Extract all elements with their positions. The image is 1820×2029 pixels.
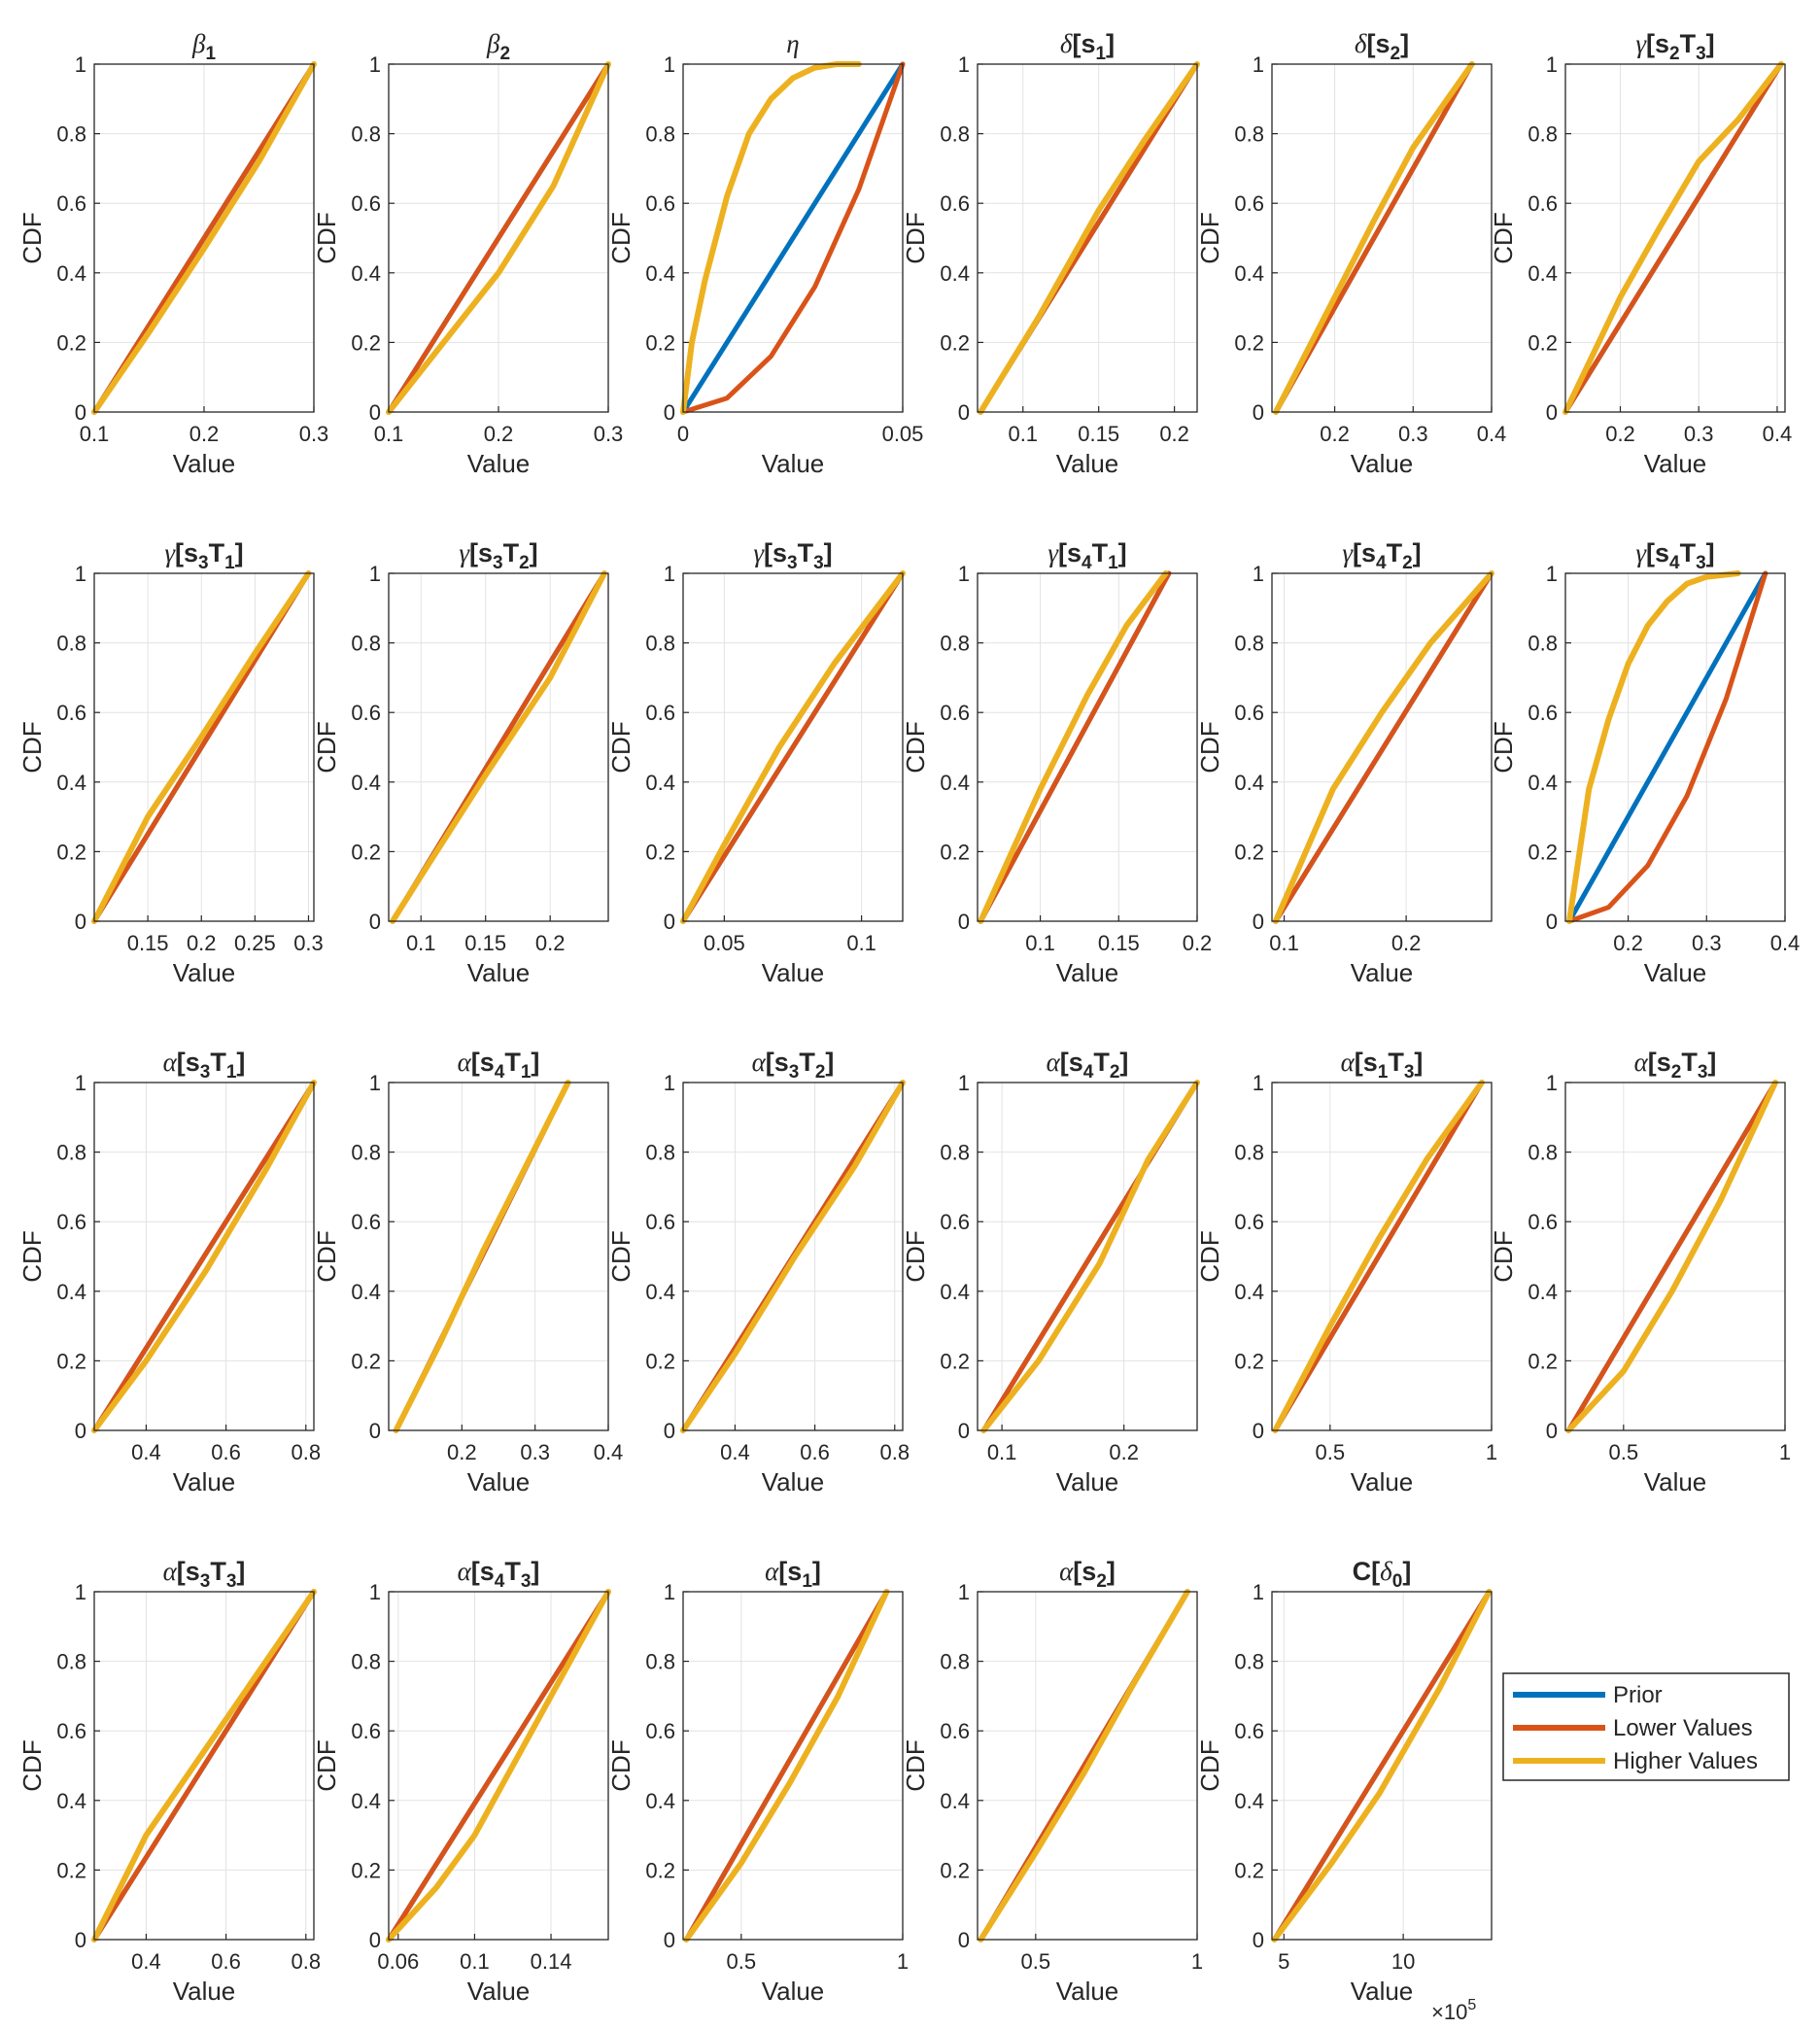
y-tick-label: 0 bbox=[957, 910, 970, 934]
y-axis-label: CDF bbox=[17, 212, 47, 264]
x-tick-label: 0.2 bbox=[189, 422, 220, 446]
subplot-12 bbox=[1489, 538, 1800, 987]
y-tick-label: 0 bbox=[74, 1419, 86, 1443]
y-axis-label: CDF bbox=[312, 721, 341, 774]
y-tick-label: 0 bbox=[1252, 400, 1264, 425]
y-tick-label: 0 bbox=[368, 1419, 381, 1443]
y-axis-label: CDF bbox=[17, 721, 47, 774]
y-tick-label: 1 bbox=[663, 562, 675, 586]
subplot-title: $\gamma[s_3T_2]$ bbox=[459, 538, 538, 573]
y-tick-label: 0.2 bbox=[56, 1349, 86, 1374]
y-tick-label: 0.4 bbox=[645, 770, 675, 795]
y-tick-label: 0 bbox=[663, 1419, 675, 1443]
y-tick-label: 0.4 bbox=[351, 1788, 381, 1813]
x-tick-label: 0.8 bbox=[291, 1440, 322, 1464]
y-tick-label: 0 bbox=[957, 1419, 970, 1443]
y-tick-label: 0.2 bbox=[351, 330, 381, 356]
subplot-title: $C[\delta_0]$ bbox=[1352, 1557, 1412, 1592]
y-tick-label: 1 bbox=[1252, 52, 1264, 77]
y-tick-label: 0.2 bbox=[940, 1349, 970, 1374]
subplot-title: $\alpha[s_3T_3]$ bbox=[162, 1557, 246, 1592]
y-axis-label: CDF bbox=[606, 1739, 635, 1792]
x-tick-label: 0.2 bbox=[1182, 931, 1213, 955]
y-tick-label: 0.6 bbox=[56, 701, 86, 726]
y-tick-label: 0.4 bbox=[351, 770, 381, 795]
y-axis-label: CDF bbox=[312, 1739, 341, 1792]
y-tick-label: 0 bbox=[957, 400, 970, 425]
x-tick-label: 0.4 bbox=[131, 1440, 161, 1464]
subplot-23 bbox=[1195, 1557, 1492, 2006]
y-tick-label: 0.2 bbox=[645, 840, 675, 865]
y-tick-label: 1 bbox=[663, 1580, 675, 1604]
x-axis-exponent-label bbox=[1431, 1997, 1476, 2024]
subplot-title: $\delta[s_1]$ bbox=[1059, 29, 1116, 64]
y-tick-label: 0.4 bbox=[940, 260, 970, 286]
x-tick-label: 0.1 bbox=[1025, 931, 1055, 955]
y-tick-label: 0 bbox=[1252, 1419, 1264, 1443]
x-tick-label: 0.5 bbox=[1608, 1440, 1639, 1464]
subplot-title: $\gamma[s_2T_3]$ bbox=[1635, 29, 1715, 64]
x-tick-label: 0.1 bbox=[373, 422, 404, 446]
y-axis-label: CDF bbox=[606, 1230, 635, 1283]
x-tick-label: 0.3 bbox=[1397, 422, 1428, 446]
y-tick-label: 0.6 bbox=[940, 191, 970, 217]
x-tick-label: 0.5 bbox=[1020, 1949, 1051, 1974]
x-tick-label: 0.1 bbox=[460, 1949, 490, 1974]
y-tick-label: 0.4 bbox=[56, 770, 86, 795]
y-tick-label: 0 bbox=[74, 910, 86, 934]
x-tick-label: 0.15 bbox=[126, 931, 169, 955]
y-axis-label: CDF bbox=[17, 1739, 47, 1792]
subplot-21 bbox=[606, 1557, 909, 2006]
x-tick-label: 0.6 bbox=[211, 1949, 241, 1974]
x-tick-label: 0.4 bbox=[593, 1440, 624, 1464]
x-tick-label: 0.1 bbox=[405, 931, 436, 955]
y-tick-label: 0.8 bbox=[940, 121, 970, 147]
x-axis-label: Value bbox=[1055, 1977, 1119, 2006]
x-tick-label: 0.4 bbox=[1769, 931, 1801, 955]
x-tick-label: 0.6 bbox=[800, 1440, 830, 1464]
y-tick-label: 0.2 bbox=[1234, 1858, 1264, 1883]
x-tick-label: 0.2 bbox=[447, 1440, 477, 1464]
x-tick-label: 0.05 bbox=[881, 422, 924, 446]
y-tick-label: 0.8 bbox=[351, 1140, 381, 1165]
x-axis-label: Value bbox=[761, 1977, 825, 2006]
y-tick-label: 0.8 bbox=[645, 1140, 675, 1165]
y-tick-label: 1 bbox=[1252, 1580, 1264, 1604]
y-tick-label: 0.2 bbox=[1234, 840, 1264, 865]
y-tick-label: 0.2 bbox=[1234, 330, 1264, 356]
x-tick-label: 0.2 bbox=[186, 931, 217, 955]
y-tick-label: 0.2 bbox=[56, 1858, 86, 1883]
x-axis-label: Value bbox=[466, 958, 531, 987]
subplot-title: $\alpha[s_1]$ bbox=[765, 1557, 821, 1592]
y-axis-label: CDF bbox=[1489, 212, 1518, 264]
y-tick-label: 0.6 bbox=[645, 191, 675, 217]
y-tick-label: 0.8 bbox=[1528, 631, 1558, 656]
y-tick-label: 0.8 bbox=[56, 121, 86, 147]
subplot-title: $\alpha[s_1T_3]$ bbox=[1340, 1048, 1424, 1083]
x-tick-label: 0.15 bbox=[1097, 931, 1140, 955]
y-tick-label: 0.8 bbox=[645, 1649, 675, 1674]
x-axis-label: Value bbox=[1350, 449, 1414, 478]
y-tick-label: 0 bbox=[1545, 910, 1558, 934]
x-tick-label: 0.3 bbox=[593, 422, 624, 446]
y-tick-label: 0.8 bbox=[1234, 121, 1264, 147]
subplot-15 bbox=[606, 1048, 910, 1496]
subplot-13 bbox=[17, 1048, 321, 1496]
y-tick-label: 0.2 bbox=[645, 1858, 675, 1883]
y-tick-label: 0.6 bbox=[1528, 1210, 1558, 1235]
x-tick-label: 0.4 bbox=[720, 1440, 750, 1464]
x-axis-label: Value bbox=[172, 1977, 236, 2006]
y-tick-label: 0 bbox=[74, 1928, 86, 1952]
x-tick-label: 0.2 bbox=[1605, 422, 1635, 446]
y-tick-label: 0.8 bbox=[56, 1140, 86, 1165]
y-tick-label: 0.2 bbox=[351, 1858, 381, 1883]
x-tick-label: 0.25 bbox=[233, 931, 276, 955]
y-tick-label: 0.4 bbox=[351, 260, 381, 286]
y-axis-label: CDF bbox=[1195, 1230, 1224, 1283]
y-tick-label: 0 bbox=[368, 910, 381, 934]
y-tick-label: 0 bbox=[368, 400, 381, 425]
y-tick-label: 1 bbox=[368, 562, 381, 586]
subplot-title: $\alpha[s_3T_1]$ bbox=[162, 1048, 246, 1083]
y-tick-label: 0.4 bbox=[351, 1279, 381, 1304]
y-tick-label: 0.6 bbox=[56, 1210, 86, 1235]
y-tick-label: 0 bbox=[74, 400, 86, 425]
y-axis-label: CDF bbox=[1489, 721, 1518, 774]
x-axis-label: Value bbox=[1055, 449, 1119, 478]
y-tick-label: 0 bbox=[957, 1928, 970, 1952]
y-tick-label: 1 bbox=[1252, 562, 1264, 586]
y-tick-label: 0.6 bbox=[940, 701, 970, 726]
x-tick-label: 1 bbox=[1190, 1949, 1204, 1974]
subplot-title: $\alpha[s_2]$ bbox=[1059, 1557, 1116, 1592]
y-tick-label: 0.2 bbox=[1528, 330, 1558, 356]
y-tick-label: 0.8 bbox=[940, 631, 970, 656]
subplot-17 bbox=[1195, 1048, 1497, 1496]
x-tick-label: 0.1 bbox=[846, 931, 876, 955]
x-tick-label: 0.1 bbox=[1008, 422, 1039, 446]
y-tick-label: 0.4 bbox=[56, 260, 86, 286]
y-tick-label: 1 bbox=[74, 1580, 86, 1604]
x-axis-label: Value bbox=[761, 1467, 825, 1496]
y-tick-label: 0.2 bbox=[56, 840, 86, 865]
subplot-title: $\alpha[s_2T_3]$ bbox=[1633, 1048, 1717, 1083]
y-axis-label: CDF bbox=[901, 212, 930, 264]
y-tick-label: 0.8 bbox=[351, 121, 381, 147]
y-tick-label: 0 bbox=[368, 1928, 381, 1952]
x-tick-label: 0.3 bbox=[298, 422, 329, 446]
x-tick-label: 0.4 bbox=[1476, 422, 1507, 446]
x-tick-label: 1 bbox=[896, 1949, 910, 1974]
subplot-title: $\gamma[s_4T_1]$ bbox=[1047, 538, 1127, 573]
subplot-5 bbox=[1195, 29, 1506, 478]
y-tick-label: 0.2 bbox=[1528, 1349, 1558, 1374]
subplot-11 bbox=[1195, 538, 1492, 987]
x-axis-label: Value bbox=[466, 1977, 531, 2006]
y-tick-label: 0.4 bbox=[940, 1788, 970, 1813]
y-tick-label: 0.8 bbox=[56, 631, 86, 656]
subplot-2 bbox=[312, 29, 623, 478]
y-tick-label: 0.8 bbox=[1234, 631, 1264, 656]
x-axis-label: Value bbox=[172, 449, 236, 478]
x-axis-label: Value bbox=[1350, 958, 1414, 987]
y-tick-label: 0.2 bbox=[645, 330, 675, 356]
x-axis-label: Value bbox=[466, 449, 531, 478]
x-tick-label: 0.1 bbox=[1269, 931, 1299, 955]
y-tick-label: 0.8 bbox=[645, 121, 675, 147]
y-tick-label: 0.6 bbox=[56, 1719, 86, 1744]
subplot-title: η bbox=[786, 29, 800, 58]
subplot-title: $\gamma[s_4T_2]$ bbox=[1342, 538, 1422, 573]
y-tick-label: 1 bbox=[663, 1071, 675, 1095]
y-tick-label: 0.6 bbox=[1234, 1210, 1264, 1235]
y-axis-label: CDF bbox=[1195, 212, 1224, 264]
subplot-title: $\beta_1$ bbox=[191, 29, 217, 64]
subplot-16 bbox=[901, 1048, 1197, 1496]
subplot-7 bbox=[17, 538, 324, 987]
y-tick-label: 1 bbox=[74, 52, 86, 77]
subplot-title: $\alpha[s_4T_1]$ bbox=[457, 1048, 540, 1083]
x-tick-label: 5 bbox=[1278, 1949, 1290, 1974]
subplot-9 bbox=[606, 538, 903, 987]
y-tick-label: 0.4 bbox=[1528, 770, 1558, 795]
x-tick-label: 0.5 bbox=[726, 1949, 757, 1974]
y-tick-label: 1 bbox=[957, 562, 970, 586]
y-tick-label: 0.4 bbox=[645, 1788, 675, 1813]
subplot-title: $\delta[s_2]$ bbox=[1354, 29, 1410, 64]
x-axis-label: Value bbox=[172, 958, 236, 987]
y-tick-label: 0.2 bbox=[645, 1349, 675, 1374]
y-tick-label: 0 bbox=[663, 400, 675, 425]
y-tick-label: 0.6 bbox=[1528, 701, 1558, 726]
x-axis-label: Value bbox=[1055, 958, 1119, 987]
subplot-20 bbox=[312, 1557, 608, 2006]
x-axis-label: Value bbox=[1643, 958, 1707, 987]
y-tick-label: 1 bbox=[368, 52, 381, 77]
y-tick-label: 0.6 bbox=[940, 1719, 970, 1744]
y-tick-label: 0.6 bbox=[1234, 191, 1264, 217]
y-tick-label: 1 bbox=[957, 1071, 970, 1095]
x-tick-label: 1 bbox=[1778, 1440, 1792, 1464]
y-tick-label: 0.4 bbox=[1234, 1279, 1264, 1304]
x-axis-label: Value bbox=[761, 449, 825, 478]
y-tick-label: 0.8 bbox=[940, 1649, 970, 1674]
y-tick-label: 0.2 bbox=[56, 330, 86, 356]
y-tick-label: 0.4 bbox=[645, 260, 675, 286]
x-axis-label: Value bbox=[172, 1467, 236, 1496]
y-tick-label: 0.8 bbox=[645, 631, 675, 656]
y-tick-label: 0.6 bbox=[56, 191, 86, 217]
y-tick-label: 0.6 bbox=[351, 1719, 381, 1744]
subplot-title: $\gamma[s_4T_3]$ bbox=[1635, 538, 1715, 573]
y-axis-label: CDF bbox=[312, 212, 341, 264]
x-tick-label: 0.4 bbox=[131, 1949, 161, 1974]
y-tick-label: 1 bbox=[368, 1071, 381, 1095]
y-tick-label: 0 bbox=[1545, 400, 1558, 425]
y-tick-label: 0 bbox=[663, 910, 675, 934]
y-tick-label: 0.4 bbox=[56, 1788, 86, 1813]
y-tick-label: 1 bbox=[957, 52, 970, 77]
x-tick-label: 0.2 bbox=[1159, 422, 1189, 446]
y-tick-label: 0.2 bbox=[1234, 1349, 1264, 1374]
y-tick-label: 1 bbox=[663, 52, 675, 77]
y-axis-label: CDF bbox=[901, 1739, 930, 1792]
subplot-8 bbox=[312, 538, 608, 987]
x-tick-label: 0.2 bbox=[1613, 931, 1643, 955]
y-tick-label: 1 bbox=[74, 1071, 86, 1095]
y-tick-label: 0.6 bbox=[1528, 191, 1558, 217]
x-axis-label: Value bbox=[1643, 1467, 1707, 1496]
subplot-title: $\gamma[s_3T_1]$ bbox=[164, 538, 244, 573]
y-tick-label: 0 bbox=[1252, 1928, 1264, 1952]
subplot-10 bbox=[901, 538, 1212, 987]
x-tick-label: 0.6 bbox=[211, 1440, 241, 1464]
y-tick-label: 0.6 bbox=[645, 1719, 675, 1744]
y-tick-label: 0.2 bbox=[940, 1858, 970, 1883]
x-tick-label: 0.1 bbox=[986, 1440, 1017, 1464]
legend bbox=[1503, 1673, 1789, 1780]
x-axis-label: Value bbox=[1350, 1977, 1414, 2006]
y-tick-label: 1 bbox=[74, 562, 86, 586]
y-tick-label: 0.4 bbox=[1528, 260, 1558, 286]
subplot-title: $\alpha[s_4T_2]$ bbox=[1046, 1048, 1129, 1083]
y-tick-label: 0.4 bbox=[940, 770, 970, 795]
y-tick-label: 0.2 bbox=[1528, 840, 1558, 865]
y-tick-label: 0.2 bbox=[940, 330, 970, 356]
subplot-4 bbox=[901, 29, 1197, 478]
y-tick-label: 0.6 bbox=[645, 1210, 675, 1235]
y-tick-label: 0.8 bbox=[56, 1649, 86, 1674]
y-tick-label: 0.4 bbox=[645, 1279, 675, 1304]
subplot-22 bbox=[901, 1557, 1203, 2006]
y-tick-label: 0.4 bbox=[940, 1279, 970, 1304]
svg-text:×105: $\times 10^5$ bbox=[1431, 1997, 1477, 2024]
y-axis-label: CDF bbox=[901, 721, 930, 774]
x-axis-label: Value bbox=[1643, 449, 1707, 478]
y-axis-label: CDF bbox=[17, 1230, 47, 1283]
y-tick-label: 0.6 bbox=[1234, 701, 1264, 726]
y-tick-label: 1 bbox=[1545, 562, 1558, 586]
x-tick-label: 0.06 bbox=[377, 1949, 420, 1974]
y-tick-label: 0 bbox=[663, 1928, 675, 1952]
y-axis-label: CDF bbox=[1489, 1230, 1518, 1283]
y-tick-label: 1 bbox=[1252, 1071, 1264, 1095]
y-tick-label: 0.4 bbox=[56, 1279, 86, 1304]
legend-label-prior: Prior bbox=[1613, 1682, 1663, 1708]
x-axis-label: Value bbox=[761, 958, 825, 987]
x-tick-label: 0.05 bbox=[703, 931, 745, 955]
x-axis-label: Value bbox=[466, 1467, 531, 1496]
x-tick-label: 0.2 bbox=[534, 931, 566, 955]
y-tick-label: 1 bbox=[1545, 1071, 1558, 1095]
x-tick-label: 0.14 bbox=[530, 1949, 572, 1974]
x-tick-label: 0.5 bbox=[1315, 1440, 1346, 1464]
y-tick-label: 0.4 bbox=[1234, 260, 1264, 286]
y-axis-label: CDF bbox=[606, 721, 635, 774]
y-tick-label: 1 bbox=[368, 1580, 381, 1604]
y-tick-label: 0.6 bbox=[645, 701, 675, 726]
x-tick-label: 0.15 bbox=[464, 931, 507, 955]
x-tick-label: 10 bbox=[1391, 1949, 1416, 1974]
x-tick-label: 1 bbox=[1485, 1440, 1498, 1464]
x-tick-label: 0.1 bbox=[79, 422, 110, 446]
y-tick-label: 0.6 bbox=[940, 1210, 970, 1235]
subplot-title: $\beta_2$ bbox=[486, 29, 511, 64]
y-tick-label: 0.4 bbox=[1234, 1788, 1264, 1813]
y-axis-label: CDF bbox=[1195, 721, 1224, 774]
y-tick-label: 0.8 bbox=[1234, 1140, 1264, 1165]
y-tick-label: 0.6 bbox=[1234, 1719, 1264, 1744]
y-tick-label: 0 bbox=[1545, 1419, 1558, 1443]
subplot-3 bbox=[606, 29, 923, 478]
x-tick-label: 0.2 bbox=[1320, 422, 1350, 446]
y-tick-label: 0.8 bbox=[1528, 121, 1558, 147]
x-tick-label: 0.15 bbox=[1078, 422, 1120, 446]
legend-label-lower: Lower Values bbox=[1613, 1715, 1753, 1741]
y-tick-label: 0.8 bbox=[940, 1140, 970, 1165]
subplot-1 bbox=[17, 29, 328, 478]
x-axis-label: Value bbox=[1055, 1467, 1119, 1496]
y-tick-label: 0.2 bbox=[940, 840, 970, 865]
x-tick-label: 0.3 bbox=[1691, 931, 1722, 955]
y-tick-label: 1 bbox=[957, 1580, 970, 1604]
x-tick-label: 0.2 bbox=[1391, 931, 1422, 955]
y-tick-label: 0.2 bbox=[351, 840, 381, 865]
subplot-title: $\alpha[s_4T_3]$ bbox=[457, 1557, 540, 1592]
y-tick-label: 0.6 bbox=[351, 701, 381, 726]
legend-label-higher: Higher Values bbox=[1613, 1748, 1758, 1774]
x-tick-label: 0.3 bbox=[1683, 422, 1714, 446]
subplot-6 bbox=[1489, 29, 1792, 478]
y-axis-label: CDF bbox=[901, 1230, 930, 1283]
x-axis-label: Value bbox=[1350, 1467, 1414, 1496]
y-tick-label: 0.8 bbox=[1528, 1140, 1558, 1165]
subplot-14 bbox=[312, 1048, 623, 1496]
y-axis-label: CDF bbox=[606, 212, 635, 264]
y-tick-label: 0.6 bbox=[351, 191, 381, 217]
subplot-title: $\alpha[s_3T_2]$ bbox=[751, 1048, 835, 1083]
x-tick-label: 0.3 bbox=[520, 1440, 550, 1464]
subplot-18 bbox=[1489, 1048, 1791, 1496]
subplot-19 bbox=[17, 1557, 321, 2006]
y-tick-label: 0.8 bbox=[1234, 1649, 1264, 1674]
x-tick-label: 0.8 bbox=[879, 1440, 910, 1464]
subplot-title: $\gamma[s_3T_3]$ bbox=[753, 538, 833, 573]
x-tick-label: 0.3 bbox=[293, 931, 324, 955]
y-tick-label: 0.4 bbox=[1528, 1279, 1558, 1304]
x-tick-label: 0.2 bbox=[483, 422, 514, 446]
y-axis-label: CDF bbox=[312, 1230, 341, 1283]
y-tick-label: 0.2 bbox=[351, 1349, 381, 1374]
x-tick-label: 0.2 bbox=[1109, 1440, 1139, 1464]
y-tick-label: 0.6 bbox=[351, 1210, 381, 1235]
x-tick-label: 0 bbox=[676, 422, 690, 446]
y-tick-label: 0 bbox=[1252, 910, 1264, 934]
y-tick-label: 0.8 bbox=[351, 631, 381, 656]
y-axis-label: CDF bbox=[1195, 1739, 1224, 1792]
y-tick-label: 1 bbox=[1545, 52, 1558, 77]
y-tick-label: 0.8 bbox=[351, 1649, 381, 1674]
x-tick-label: 0.8 bbox=[291, 1949, 322, 1974]
x-tick-label: 0.4 bbox=[1762, 422, 1793, 446]
y-tick-label: 0.4 bbox=[1234, 770, 1264, 795]
